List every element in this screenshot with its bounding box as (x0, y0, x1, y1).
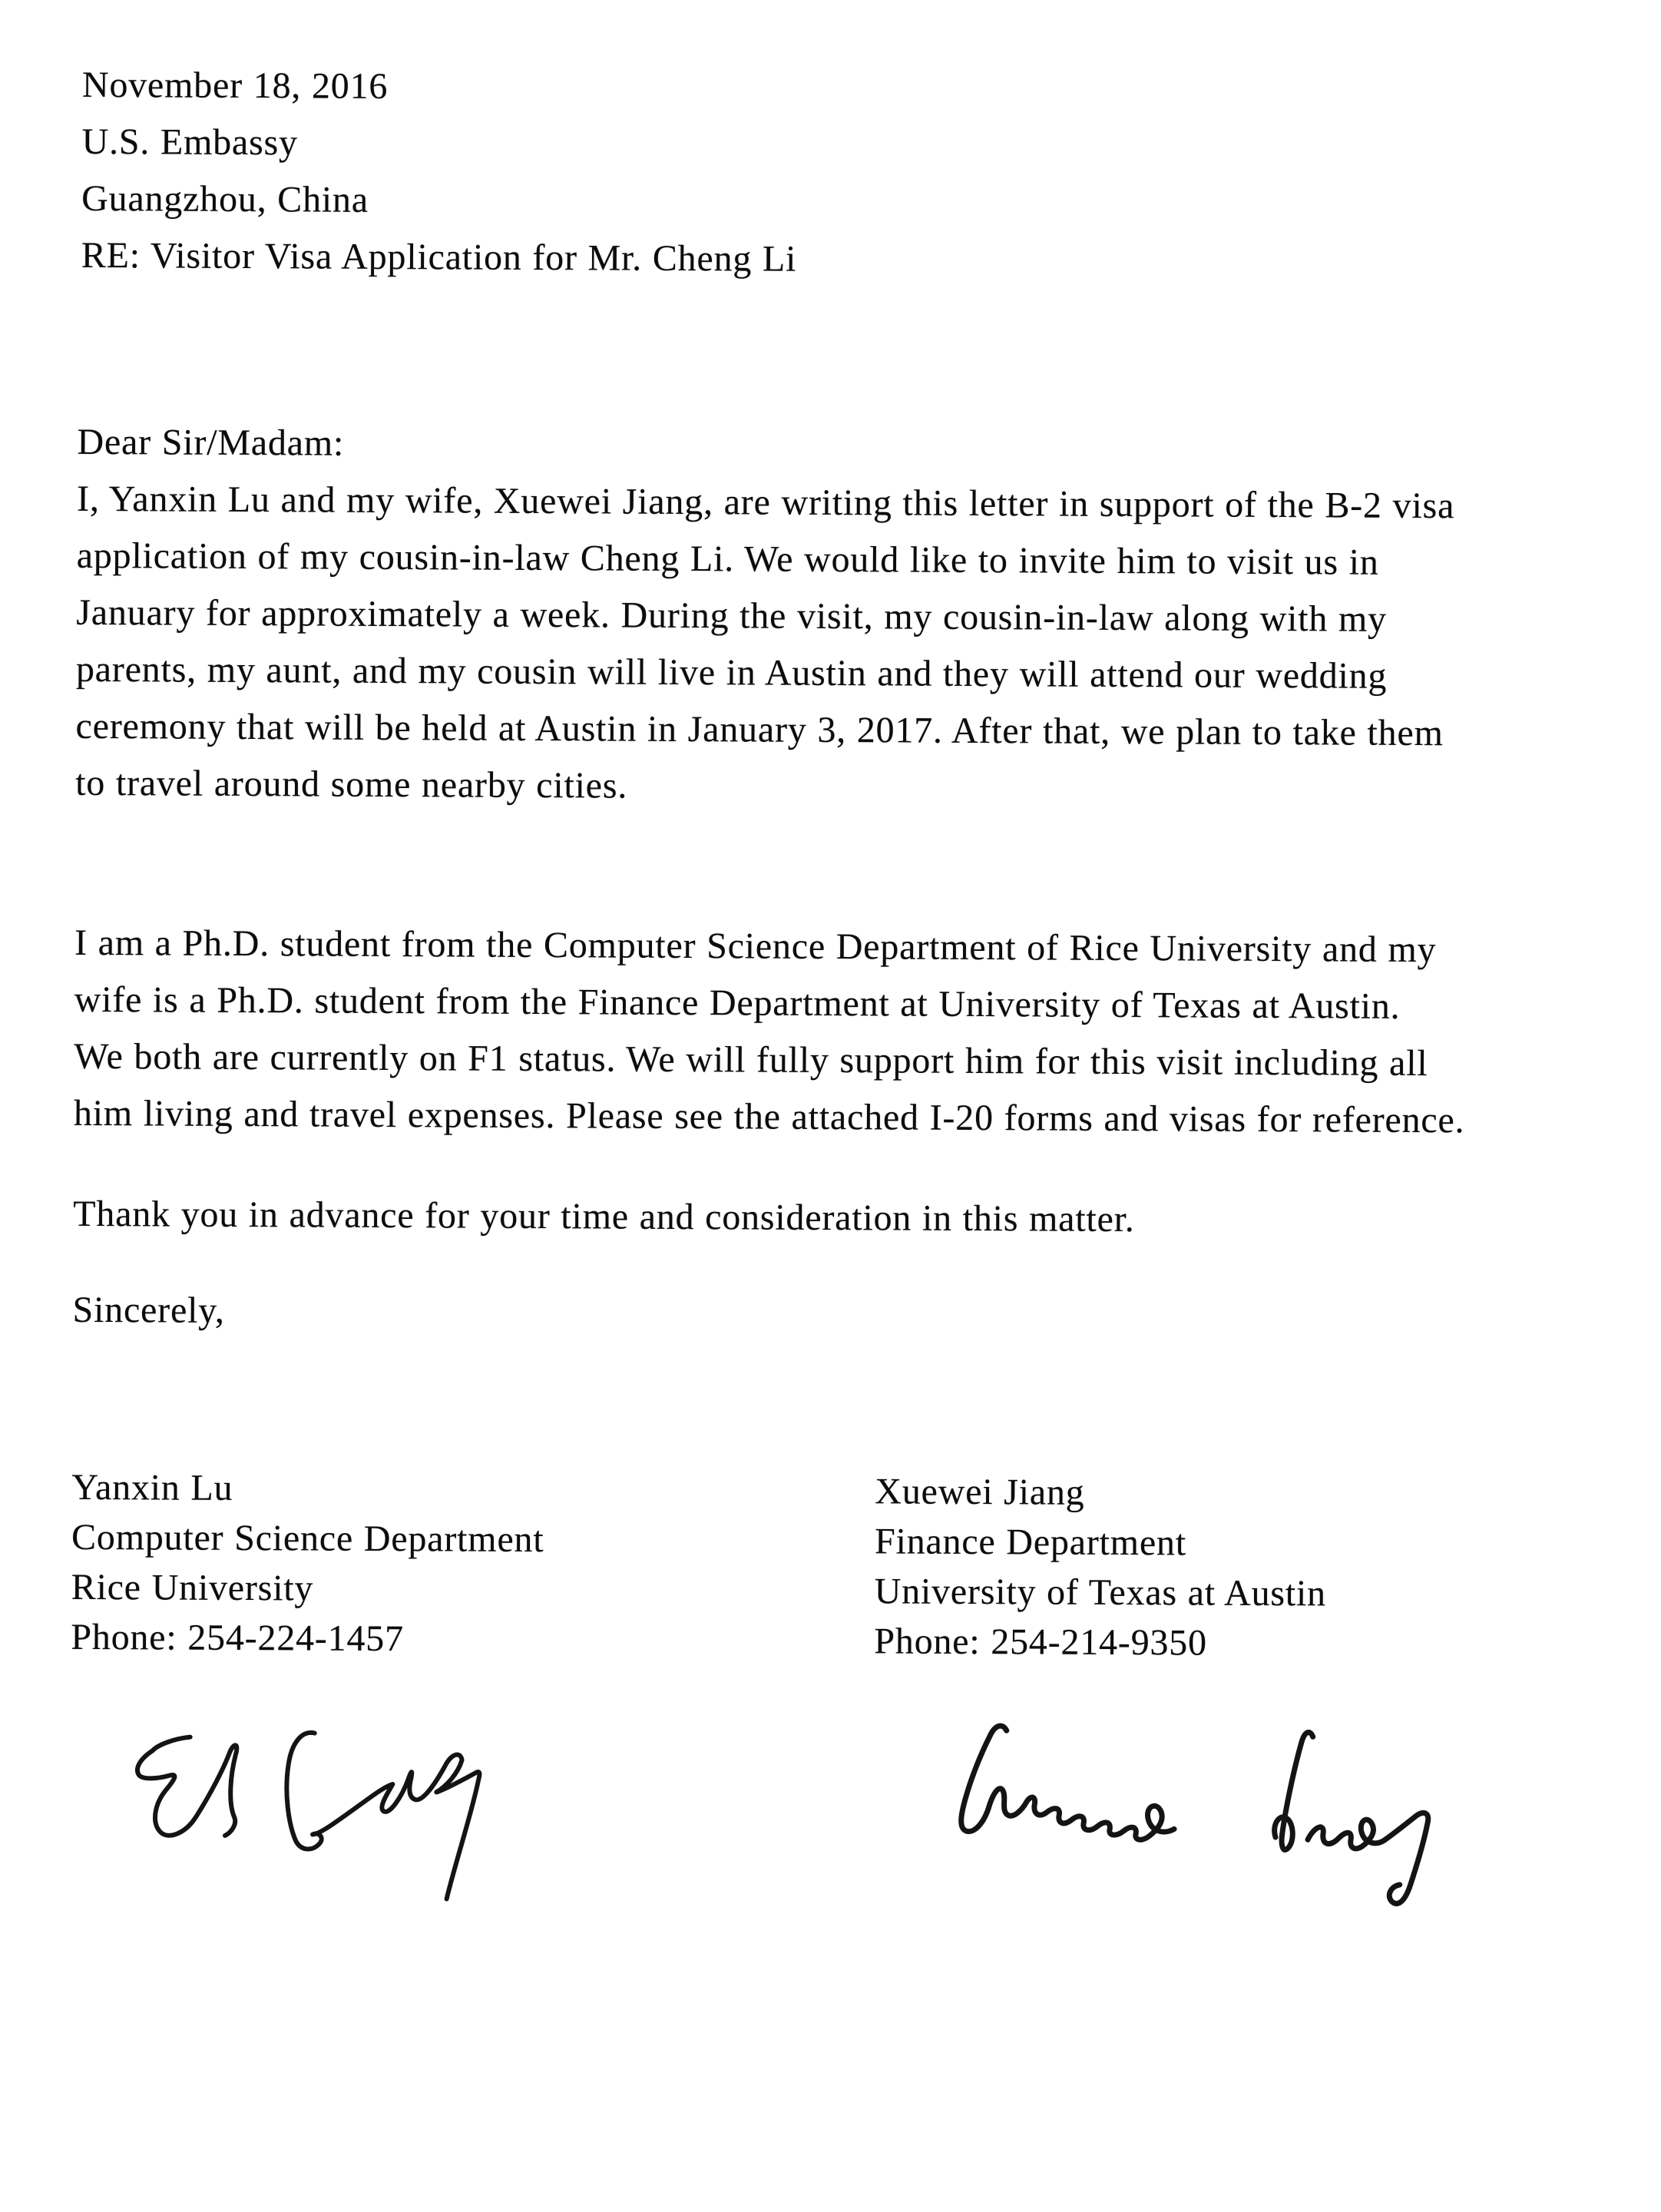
handwritten-signature-yanxin-lu (118, 1718, 550, 1951)
salutation: Dear Sir/Madam: (77, 421, 345, 464)
signer-name: Yanxin Lu (71, 1466, 233, 1508)
signature-stroke (137, 1737, 237, 1836)
text-line: I, Yanxin Lu and my wife, Xuewei Jiang, are writing this letter in support of the B-2 visa (76, 478, 1455, 527)
signer-name: Xuewei Jiang (875, 1471, 1085, 1513)
text-line: We both are currently on F1 status. We will fully support him for this visit including all (74, 1035, 1428, 1084)
signer-department: Finance Department (874, 1521, 1187, 1564)
signer-phone: Phone: 254-224-1457 (71, 1616, 405, 1660)
signer-phone: Phone: 254-214-9350 (874, 1621, 1208, 1664)
handwritten-signature-xuewei-jiang (909, 1714, 1571, 1970)
recipient-line: Guangzhou, China (81, 177, 369, 220)
signer-department: Computer Science Department (71, 1516, 544, 1561)
text-line: ceremony that will be held at Austin in January 3, 2017. After that, we plan to take them (75, 705, 1444, 754)
signature-stroke (286, 1733, 480, 1899)
signer-block-xuewei-jiang (874, 1466, 1327, 1668)
letter-header (81, 57, 798, 288)
closing-line: Thank you in advance for your time and consideration in this matter. (73, 1193, 1135, 1240)
signature-stroke (961, 1726, 1175, 1840)
text-line: parents, my aunt, and my cousin will live in Austin and they will attend our wedding (75, 648, 1388, 697)
text-line: application of my cousin-in-law Cheng Li. We would like to invite him to visit us in (76, 535, 1379, 583)
text-line: January for approximately a week. During the visit, my cousin-in-law along with my (76, 591, 1388, 640)
text-line: wife is a Ph.D. student from the Finance Department at University of Texas at Austin. (74, 979, 1401, 1027)
signer-block-yanxin-lu (71, 1462, 544, 1664)
signer-institution: University of Texas at Austin (874, 1571, 1327, 1614)
signature-stroke (1308, 1813, 1428, 1904)
text-line: to travel around some nearby cities. (75, 762, 628, 806)
letter-subject: RE: Visitor Visa Application for Mr. Cheng Li (81, 234, 797, 280)
signer-institution: Rice University (71, 1566, 314, 1609)
signoff: Sincerely, (72, 1289, 225, 1331)
paragraph-2 (74, 915, 1466, 1149)
salutation-and-paragraph-1 (75, 414, 1455, 819)
letter-date: November 18, 2016 (81, 64, 389, 107)
text-line: him living and travel expenses. Please see the attached I-20 forms and visas for reference. (73, 1092, 1465, 1141)
recipient-line: U.S. Embassy (81, 121, 298, 164)
paragraph-1 (75, 471, 1454, 819)
text-line: I am a Ph.D. student from the Computer Science Department of Rice University and my (74, 922, 1437, 971)
signature-stroke (1275, 1732, 1313, 1849)
